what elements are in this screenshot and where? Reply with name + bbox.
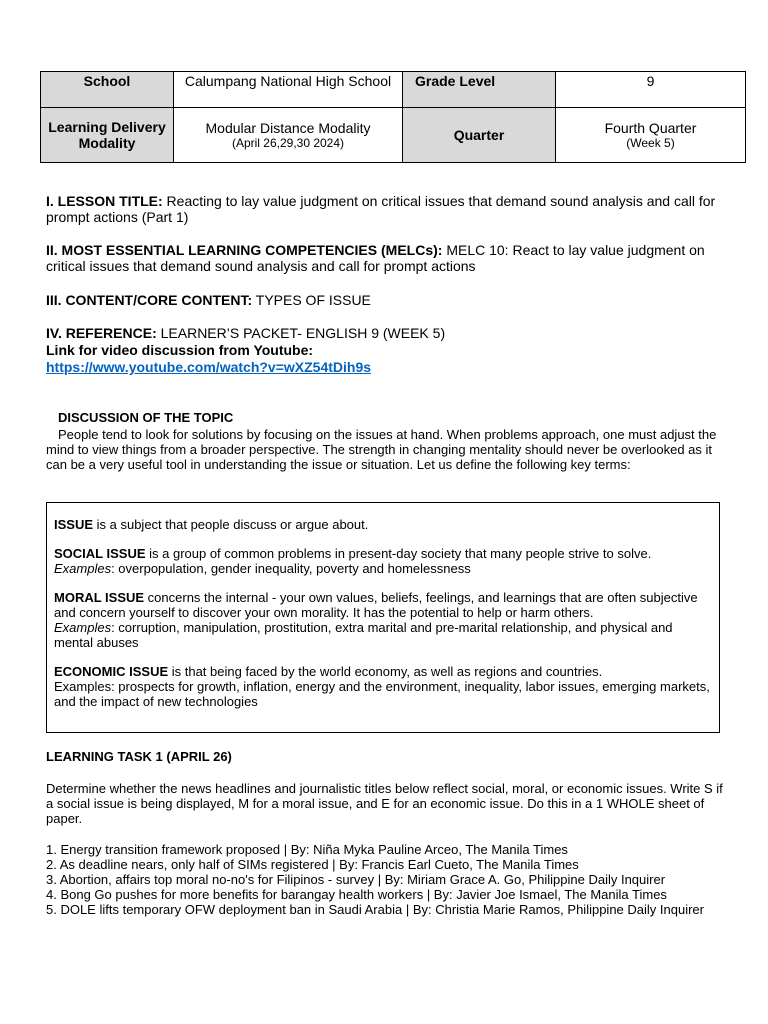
school-label: School: [41, 72, 174, 108]
term-economic-name: ECONOMIC ISSUE: [54, 664, 169, 679]
grade-level-label: Grade Level: [403, 72, 556, 108]
reference-text: LEARNER’S PACKET- ENGLISH 9 (WEEK 5): [156, 325, 446, 341]
quarter-label: Quarter: [403, 108, 556, 163]
term-issue-def: is a subject that people discuss or argue about.: [93, 517, 369, 532]
term-social-def: is a group of common problems in present-day society that many people strive to solve.: [145, 546, 652, 561]
lesson-title: [46, 193, 726, 225]
economic-examples: Examples: prospects for growth, inflation, energy and the environment, inequality, labor issues, emerging markets, and the impact of new technologies: [54, 679, 710, 709]
term-moral-name: MORAL ISSUE: [54, 590, 145, 605]
melc-label: II. MOST ESSENTIAL LEARNING COMPETENCIES (MELCs):: [46, 242, 443, 258]
learning-task-section: [46, 749, 726, 917]
content-label: III. CONTENT/CORE CONTENT:: [46, 292, 253, 308]
headline-list: [46, 842, 726, 917]
discussion-heading: DISCUSSION OF THE TOPIC: [58, 410, 234, 425]
list-item: 4. Bong Go pushes for more benefits for barangay health workers | By: Javier Joe Ismael, The Manila Times: [46, 887, 667, 902]
moral-examples-label: Examples: [54, 620, 112, 635]
social-examples-label: Examples: [54, 561, 112, 576]
quarter-cell: [556, 108, 746, 163]
list-item: 5. DOLE lifts temporary OFW deployment ban in Saudi Arabia | By: Christia Marie Ramos, Philippine Daily Inquirer: [46, 902, 704, 917]
school-value: Calumpang National High School: [174, 72, 403, 108]
learning-task-heading: LEARNING TASK 1 (APRIL 26): [46, 749, 232, 764]
modality-label: Learning Delivery Modality: [41, 108, 174, 163]
reference-label: IV. REFERENCE:: [46, 325, 157, 341]
melc-text: MELC 10: React to lay value judgment on critical issues that demand sound analysis and call for prompt actions: [46, 242, 705, 274]
list-item: 3. Abortion, affairs top moral no-no's for Filipinos - survey | By: Miriam Grace A. Go, Philippine Daily Inquirer: [46, 872, 666, 887]
term-moral-def: concerns the internal - your own values, beliefs, feelings, and learnings that are often subjective and concern yourself to discover your own morality. It has the potential to help or harm others.: [54, 590, 698, 620]
lesson-title-label: I. LESSON TITLE:: [46, 193, 163, 209]
content-section: [46, 292, 726, 308]
quarter-week: (Week 5): [626, 136, 675, 150]
video-label: Link for video discussion from Youtube:: [46, 342, 314, 358]
list-item: 2. As deadline nears, only half of SIMs registered | By: Francis Earl Cueto, The Manila Times: [46, 857, 579, 872]
discussion-body: People tend to look for solutions by focusing on the issues at hand. When problems approach, one must adjust the mind to view things from a broader perspective. The strength in changing mentality should never be overlooked as it can be a very useful tool in understanding the issue or situation. Let us define the following key terms:: [46, 427, 717, 472]
melc-section: [46, 242, 726, 274]
term-social-name: SOCIAL ISSUE: [54, 546, 146, 561]
modality-cell: [174, 108, 403, 163]
term-economic: [54, 664, 713, 709]
modality-dates: (April 26,29,30 2024): [231, 136, 345, 150]
social-examples: : overpopulation, gender inequality, poverty and homelessness: [111, 561, 471, 576]
content-text: TYPES OF ISSUE: [252, 292, 371, 308]
header-table: [40, 71, 746, 163]
grade-level-value: 9: [556, 72, 746, 108]
term-economic-def: is that being faced by the world economy, as well as regions and countries.: [168, 664, 603, 679]
youtube-link[interactable]: https://www.youtube.com/watch?v=wXZ54tDih9s: [46, 359, 372, 375]
term-issue: [54, 517, 713, 532]
learning-task-instructions: Determine whether the news headlines and journalistic titles below reflect social, moral, or economic issues. Write S if a social issue is being displayed, M for a moral issue, and E for an economic issue. Do this in a 1 WHOLE sheet of paper.: [46, 781, 723, 826]
reference-section: [46, 325, 726, 375]
term-issue-name: ISSUE: [54, 517, 94, 532]
quarter-value: Fourth Quarter: [604, 120, 697, 136]
moral-examples: : corruption, manipulation, prostitution, extra marital and pre-marital relationship, and physical and mental abuses: [54, 620, 673, 650]
list-item: 1. Energy transition framework proposed | By: Niña Myka Pauline Arceo, The Manila Times: [46, 842, 568, 857]
term-social: [54, 546, 713, 576]
modality-value: Modular Distance Modality: [205, 120, 371, 136]
term-moral: [54, 590, 713, 650]
lesson-title-text: Reacting to lay value judgment on critical issues that demand sound analysis and call for prompt actions (Part 1): [46, 193, 716, 225]
key-terms-box: [46, 502, 720, 733]
discussion-section: [46, 410, 726, 472]
